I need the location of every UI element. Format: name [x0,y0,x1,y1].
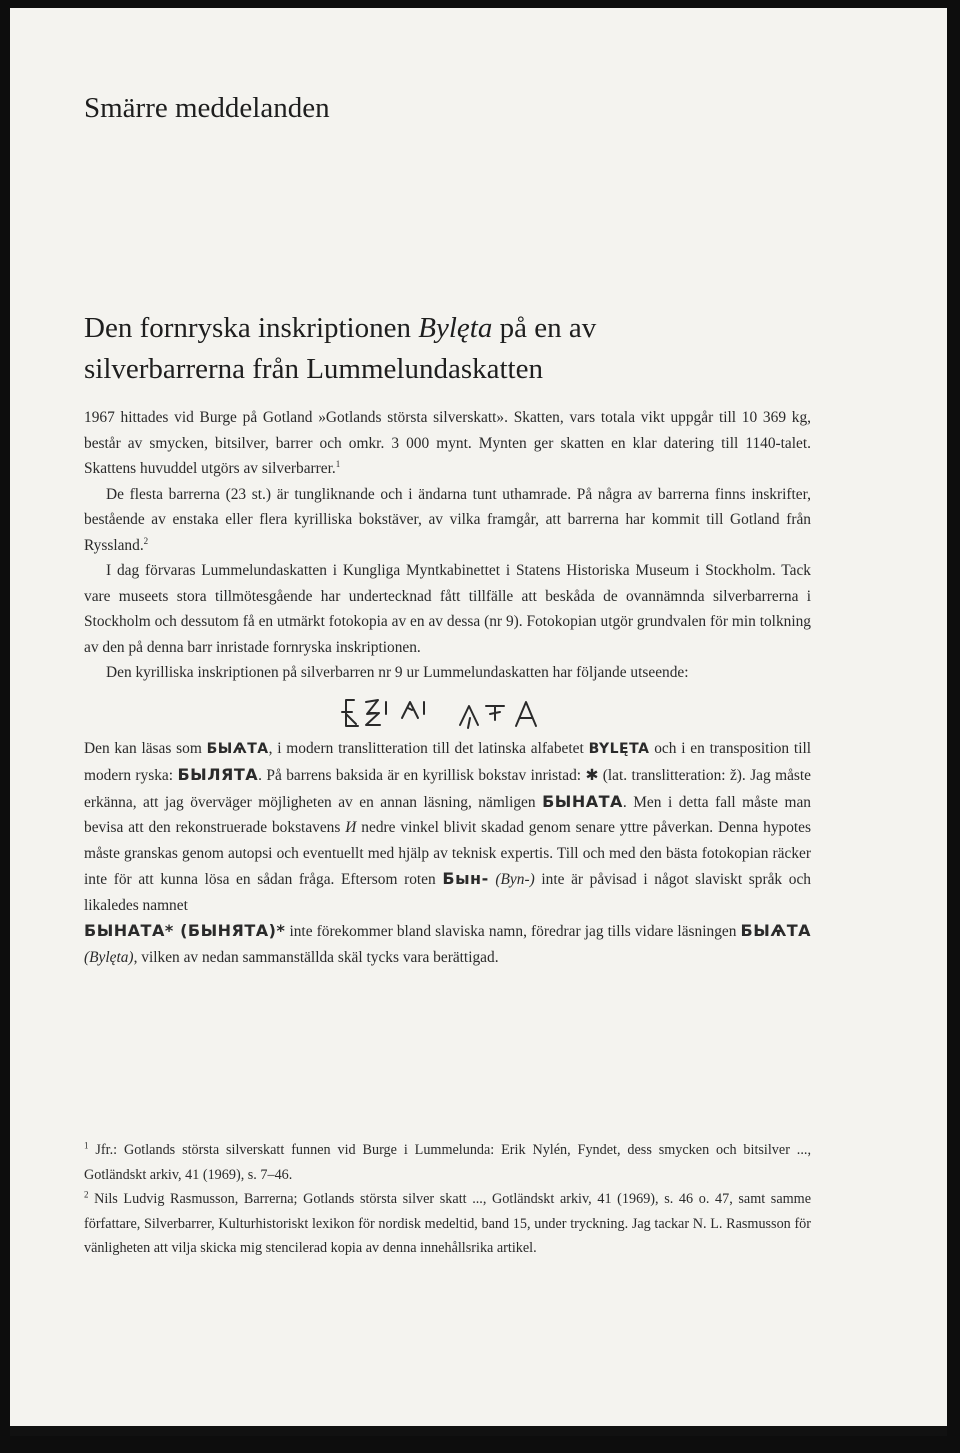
paragraph-4: Den kyrilliska inskriptionen på silverbarren nr 9 ur Lummelundaskatten har följande utseende: [106,664,689,681]
star-letter-icon: ✱ [585,767,599,784]
paragraph-3: I dag förvaras Lummelundaskatten i Kungliga Myntkabinettet i Statens Historiska Museum i Stockholm. Tack vare museets stora tillmötesgående har undertecknad fått tillfälle att beskåda de ovannämnda silverbarrerna i Stockholm och dessutom få en utmärkt fotokopia av en av dessa (nr 9). Fotokopian utgör grundvalen för min tolkning av den på denna barr inristade fornryska inskriptionen. [84,562,811,656]
p5-text-i: inte är påvisad i något slaviskt språk och likaledes namnet [84,871,811,914]
p5-text-g: nedre vinkel blivit skadad genom senare yttre påverkan. Denna hypotes måste granskas genom autopsi och eventuellt med hjälp av teknisk expertis. Till och med den bästa fotokopian räcker inte för att kunna lösa en sådan fråga. Eftersom roten [84,819,812,888]
title-line1-post: på en av [492,312,597,344]
paragraph-1-text: 1967 hittades vid Burge på Gotland »Gotlands största silverskatt». Skatten, vars totala vikt uppgår till 10 369 kg, består av smycken, bitsilver, barrer och omkr. 3 000 mynt. Mynten ger skatten en klar datering till 1140-talet. Skattens huvuddel utgörs av silverbarrer. [84,409,811,477]
footnote-1-text: Jfr.: Gotlands största silverskatt funnen vid Burge i Lummelunda: Erik Nylén, Fyndet, dess smycken och bitsilver ..., Gotländskt arkiv, 41 (1969), s. 7–46. [84,1142,811,1183]
footnote-2 [84,1187,811,1261]
p5-text-a: Den kan läsas som [84,739,207,757]
section-heading: Smärre meddelanden [84,92,330,124]
cyrillic-root: Бын- [442,869,489,888]
reading-transliteration: (Bylęta) [84,948,134,966]
scanned-page [10,8,947,1436]
p5-text-f: . Men i detta fall måste man bevisa att den rekonstruerade bokstavens [84,793,811,836]
cyrillic-reading-2: БЫѦТА [740,921,811,940]
footnote-ref-2: 2 [143,535,149,546]
inscription-drawing [340,694,570,730]
scan-bottom-edge [10,1426,947,1436]
title-line2: silverbarrerna från Lummelundaskatten [84,353,543,385]
root-transliteration: (Byn-) [495,871,535,888]
title-italic-name: Bylęta [418,312,493,344]
cyrillic-modern-russian: БЫЛЯТА [177,765,259,784]
p5-text-d: . På barrens baksida är en kyrillisk bokstav inristad: [258,767,586,784]
cyrillic-alt-reading: БЫНАТА [542,791,623,811]
footnote-1-mark: 1 [84,1140,89,1151]
p5-text-l: , vilken av nedan sammanställda skäl tycks vara berättigad. [133,948,499,966]
paragraph-1 [84,405,811,482]
p5-text-j: inte förekommer bland slaviska namn, föredrar jag tills vidare läsningen [285,923,741,940]
title-line1-pre: Den fornryska inskriptionen [84,312,419,344]
cyrillic-name-1: БЫНАТА* [84,921,174,940]
p5-text-b: , i modern translitteration till det latinska alfabetet [268,739,589,757]
reconstructed-letter: И [345,819,357,836]
footnote-2-mark: 2 [84,1189,89,1200]
cyrillic-reading-1: БЫѦТА [206,740,269,757]
latin-transliteration: BYLĘTA [588,740,650,757]
footnote-ref-1: 1 [335,458,341,469]
article-title [84,308,844,390]
p5-text-e: (lat. translitteration: ž). Jag måste erkänna, att jag överväger möjligheten av en annan läsning, nämligen [84,767,812,811]
paragraph-5 [84,736,811,971]
paragraph-2-text: De flesta barrerna (23 st.) är tungliknande och i ändarna tunt uthamrade. På några av barrerna finns inskrifter, bestående av enstaka eller flera kyrilliska bokstäver, av vilka framgår, att barrerna har kommit till Gotland från Ryssland. [84,485,811,554]
footnotes [84,1138,811,1261]
article-body [84,405,811,970]
p5-text-c: och i en transposition till modern ryska: [84,739,812,784]
cyrillic-name-2: (БЫНЯТА)* [173,921,286,940]
footnote-2-text: Nils Ludvig Rasmusson, Barrerna; Gotlands största silver skatt ..., Gotländskt arkiv, 41 (1969), s. 46 o. 47, samt samme författare, Silverbarrer, Kulturhistoriskt lexikon för nordisk medeltid, band 15, under tryckning. Jag tackar N. L. Rasmusson för vänligheten att vilja skicka mig stencilerad kopia av denna innehållsrika artikel. [84,1191,811,1256]
paragraph-2 [84,482,811,559]
footnote-1 [84,1138,811,1187]
